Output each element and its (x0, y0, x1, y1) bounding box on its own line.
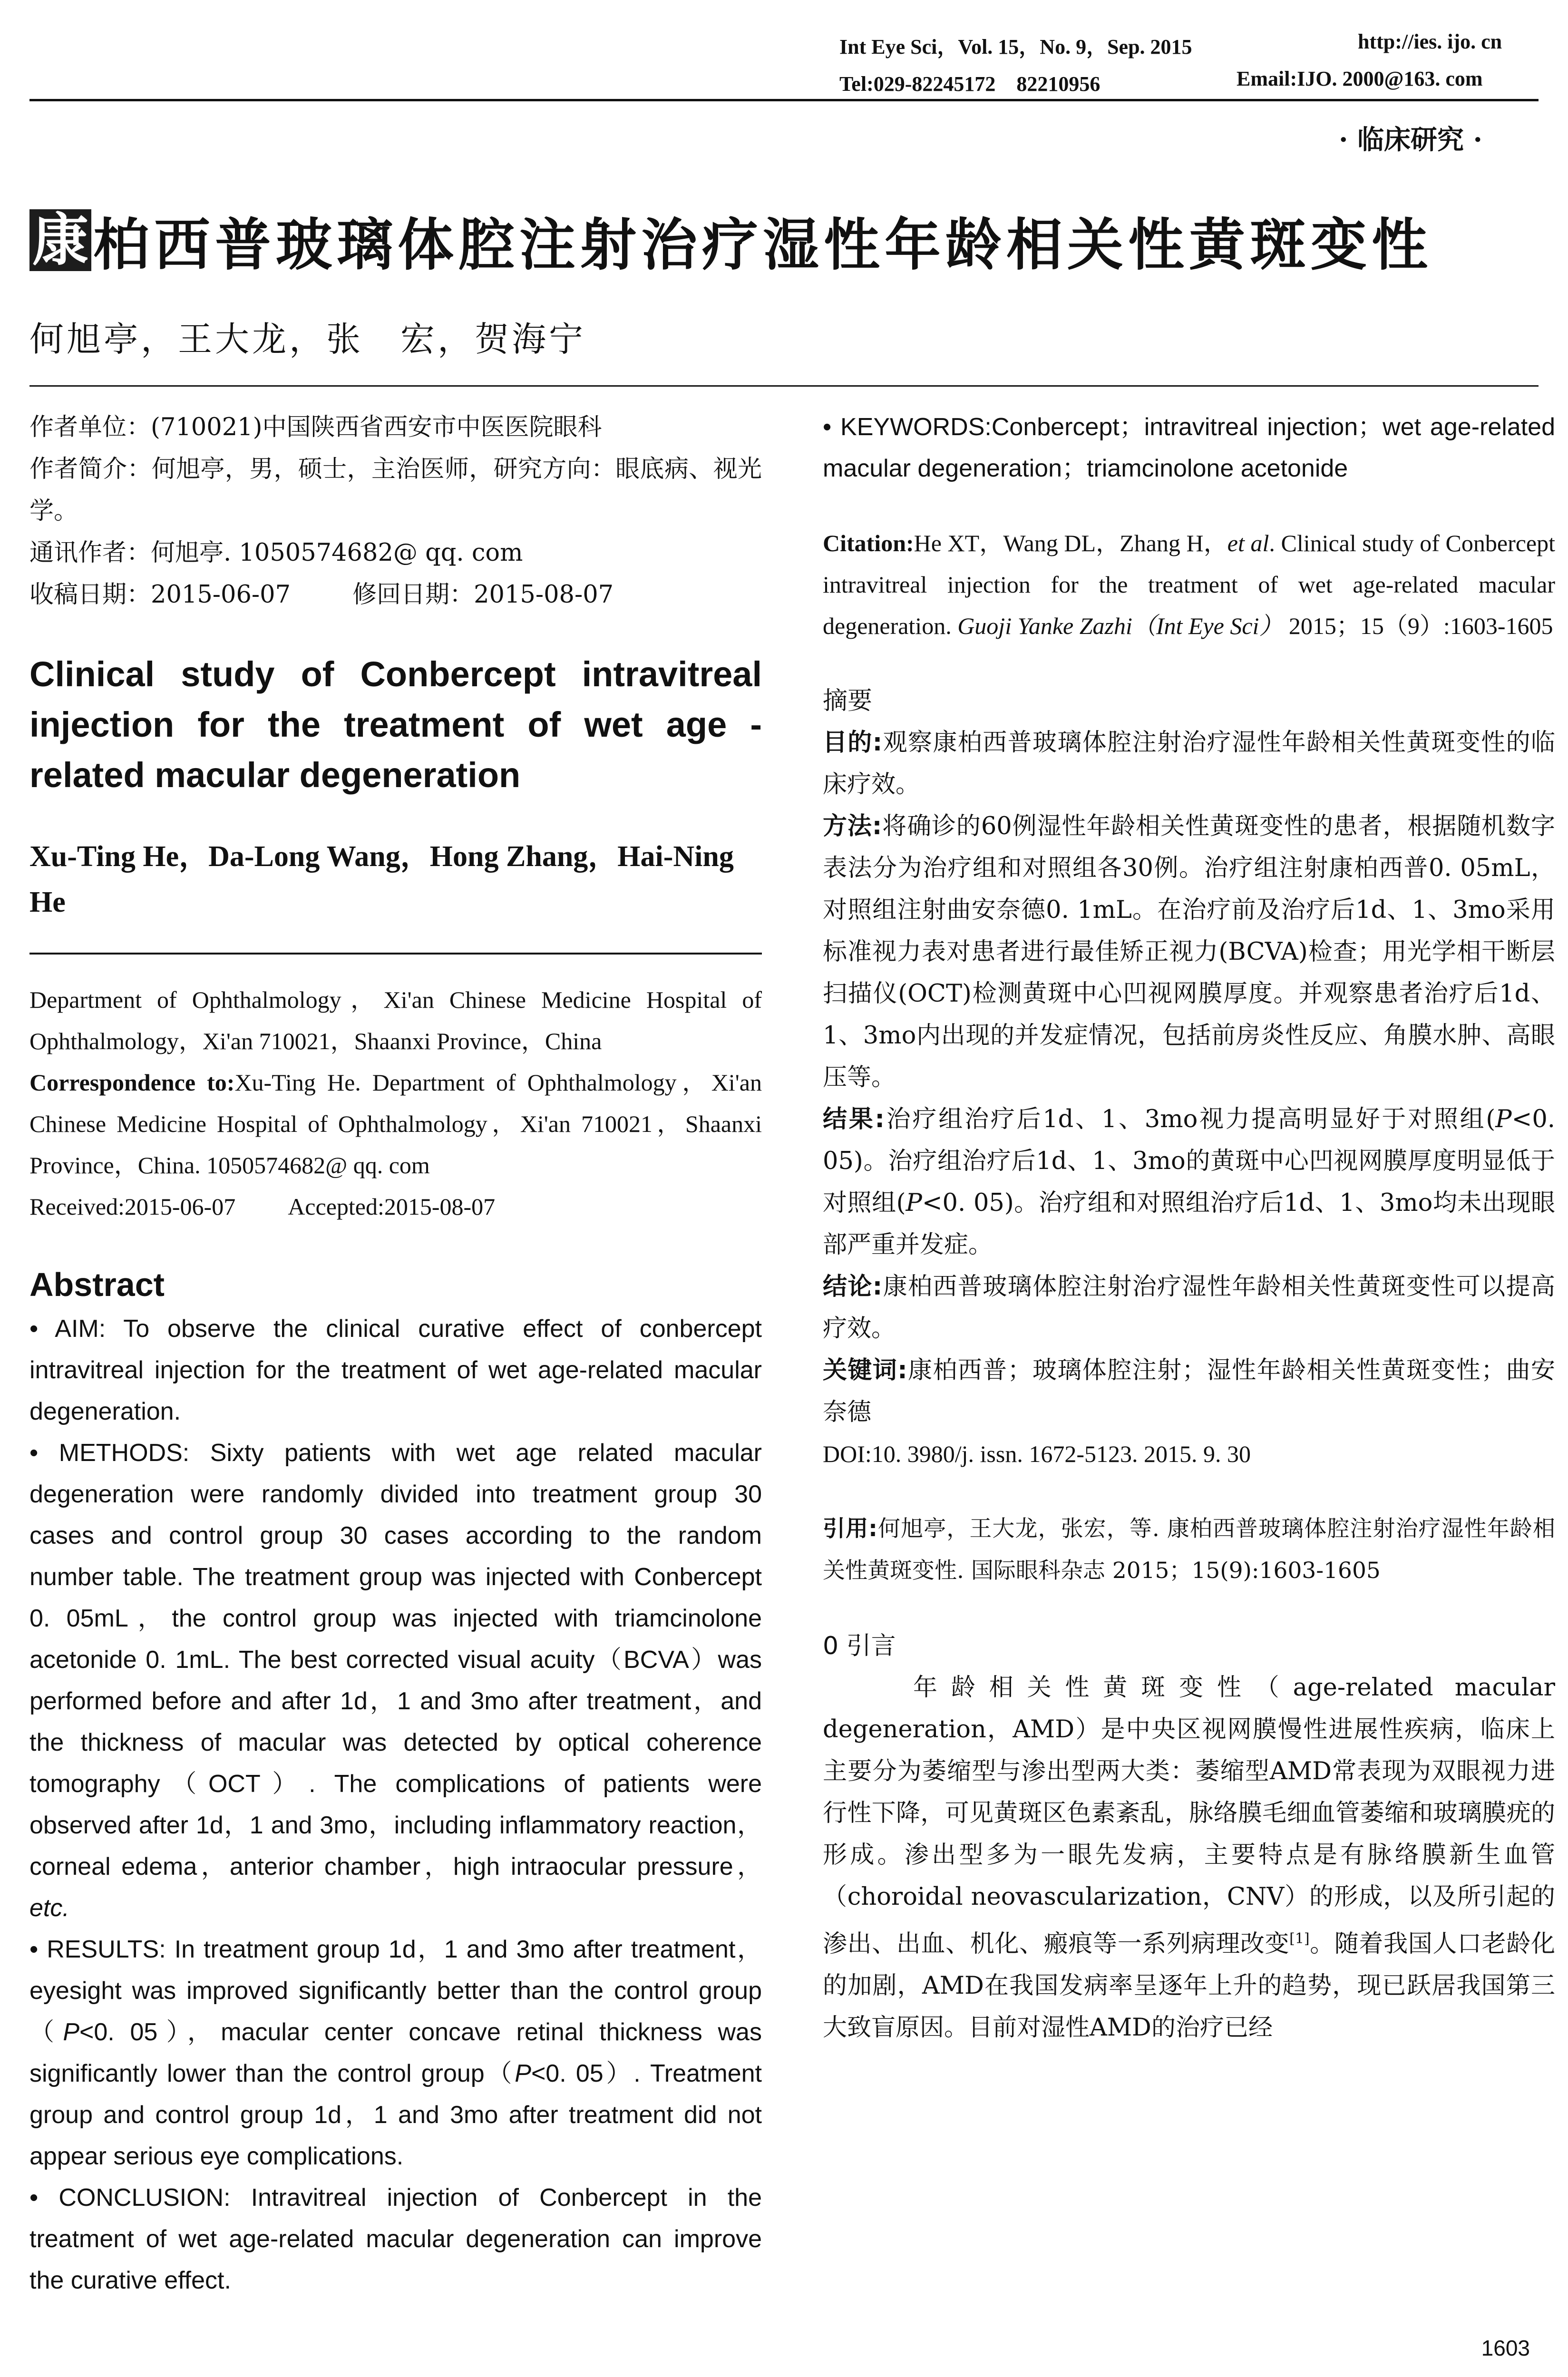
section-tag: · 临床研究 · (1339, 124, 1482, 156)
abstract-cn-keywords: 关键词:康柏西普；玻璃体腔注射；湿性年龄相关性黄斑变性；曲安奈德 (823, 1356, 1555, 1426)
page-number: 1603 (1481, 2336, 1530, 2360)
left-column (29, 407, 762, 2301)
abstract-keywords: • KEYWORDS:Conbercept；intravitreal injection；wet age-related macular degeneration；triamcinolone acetonide (823, 413, 1556, 482)
journal-header-line-2 (0, 67, 1568, 96)
header-rule (29, 99, 1539, 101)
abstract-methods: • METHODS: Sixty patients with wet age related macular degeneration were randomly divided into treatment group 30 cases and control group 30 cases according to the random number table. The treatment group was injected with Conbercept 0. 05mL，the control group was injected with triamcinolone acetonide 0. 1mL. The best corrected visual acuity（BCVA）was performed before and after 1d，1 and 3mo after treatment，and the thickness of macular was detected by optical coherence tomography（OCT）. The complications of patients were observed after 1d，1 and 3mo，including inflammatory reaction，corneal edema，anterior chamber，high intraocular pressure，etc. (29, 1439, 762, 1922)
abstract-cn-results: 结果:治疗组治疗后1d、1、3mo视力提高明显好于对照组(P<0. 05)。治疗组治疗后1d、1、3mo的黄斑中心凹视网膜厚度明显低于对照组(P<0. 05)。治疗组和对照组治疗后1d、1、3mo均未出现眼部严重并发症。 (823, 1105, 1555, 1259)
abstract-results: • RESULTS: In treatment group 1d，1 and 3mo after treatment，eyesight was improved significantly better than the control group（P<0. 05），macular center concave retinal thickness was significantly lower than the control group（P<0. 05）. Treatment group and control group 1d，1 and 3mo after treatment did not appear serious eye complications. (29, 1936, 762, 2170)
abstract-cn-methods: 方法:将确诊的60例湿性年龄相关性黄斑变性的患者，根据随机数字表法分为治疗组和对照组各30例。治疗组注射康柏西普0. 05mL，对照组注射曲安奈德0. 1mL。在治疗前及治疗后1d、1、3mo采用标准视力表对患者进行最佳矫正视力(BCVA)检查；用光学相干断层扫描仪(OCT)检测黄斑中心凹视网膜厚度。并观察患者治疗后1d、1、3mo内出现的并发症情况，包括前房炎性反应、角膜水肿、高眼压等。 (823, 812, 1555, 1091)
citation-cn: 引用:何旭亭，王大龙，张宏，等. 康柏西普玻璃体腔注射治疗湿性年龄相关性黄斑变性. 国际眼科杂志 2015；15(9):1603-1605 (823, 1516, 1555, 1584)
journal-header-line-1 (0, 29, 1568, 58)
title-initial: 康 (29, 209, 91, 271)
received-date: Received:2015-06-07 (29, 1193, 236, 1220)
correspondence-cn: 通讯作者：何旭亭. 1050574682@ qq. com (29, 539, 523, 567)
abstract-heading: Abstract (29, 1266, 165, 1303)
affiliation-cn: 作者单位：(710021)中国陕西省西安市中医医院眼科 (29, 413, 602, 441)
english-correspondence: Correspondence to:Xu-Ting He. Department of Ophthalmology，Xi'an Chinese Medicine Hospital of Ophthalmology，Xi'an 710021，Shaanxi Province，China. 1050574682@ qq. com (29, 1069, 762, 1179)
received-date-cn: 2015-06-07 (151, 581, 291, 609)
article-title (29, 205, 1432, 276)
english-title: Clinical study of Conbercept intravitreal injection for the treatment of wet age - related macular degeneration (29, 654, 762, 795)
abstract-conclusion: • CONCLUSION: Intravitreal injection of Conbercept in the treatment of wet age-related macular degeneration can improve the curative effect. (29, 2184, 762, 2294)
right-column (823, 407, 1555, 2049)
english-department: Department of Ophthalmology，Xi'an Chinese Medicine Hospital of Ophthalmology，Xi'an 710021，Shaanxi Province，China (29, 986, 762, 1054)
intro-heading: 0 引言 (823, 1632, 896, 1660)
abstract-cn-conclusion: 结论:康柏西普玻璃体腔注射治疗湿性年龄相关性黄斑变性可以提高疗效。 (823, 1273, 1555, 1343)
reference-1[interactable]: [1] (1289, 1930, 1310, 1947)
doi[interactable]: DOI:10. 3980/j. issn. 1672-5123. 2015. 9. 30 (823, 1441, 1251, 1467)
english-authors: Xu-Ting He，Da-Long Wang，Hong Zhang，Hai-Ning He (29, 840, 734, 918)
accepted-date: Accepted:2015-08-07 (288, 1193, 496, 1220)
revised-date-cn: 2015-08-07 (474, 581, 614, 609)
journal-url[interactable]: http://ies. ijo. cn (1358, 30, 1502, 53)
title-text: 柏西普玻璃体腔注射治疗湿性年龄相关性黄斑变性 (93, 212, 1433, 278)
authors-chinese: 何旭亭，王大龙，张 宏，贺海宁 (29, 319, 586, 359)
citation-en: Citation:He XT，Wang DL，Zhang H，et al. Clinical study of Conbercept intravitreal injection for the treatment of wet age-related macular degeneration. Guoji Yanke Zazhi（Int Eye Sci） 2015；15（9）:1603-1605 (823, 530, 1556, 639)
author-bio-cn: 作者简介：何旭亭，男，硕士，主治医师，研究方向：眼底病、视光学。 (29, 455, 762, 525)
journal-tel: Tel:029-82245172 82210956 (839, 72, 1101, 96)
english-dates (29, 1186, 762, 1227)
journal-volume: Int Eye Sci，Vol. 15，No. 9，Sep. 2015 (839, 35, 1192, 58)
intro-paragraph: 年龄相关性黄斑变性（age-related macular degeneration，AMD）是中央区视网膜慢性进展性疾病，临床上主要分为萎缩型与渗出型两大类：萎缩型AMD常表现为双眼视力进行性下降，可见黄斑区色素紊乱，脉络膜毛细血管萎缩和玻璃膜疣的形成。渗出型多为一眼先发病，主要特点是有脉络膜新生血管（choroidal neovascularization，CNV）的形成，以及所引起的渗出、出血、机化、瘢痕等一系列病理改变[1]。随着我国人口老龄化的加剧，AMD在我国发病率呈逐年上升的趋势，现已跃居我国第三大致盲原因。目前对湿性AMD的治疗已经 (823, 1674, 1555, 2042)
abstract-aim: • AIM: To observe the clinical curative effect of conbercept intravitreal injection for the treatment of wet age-related macular degeneration. (29, 1315, 762, 1425)
authors-rule (29, 953, 762, 955)
dates-cn: 收稿日期：2015-06-07 修回日期：2015-08-07 (29, 581, 614, 609)
abstract-cn-heading: 摘要 (823, 687, 873, 715)
abstract-cn-aim: 目的:观察康柏西普玻璃体腔注射治疗湿性年龄相关性黄斑变性的临床疗效。 (823, 729, 1555, 799)
journal-email[interactable]: Email:IJO. 2000@163. com (1237, 67, 1483, 90)
